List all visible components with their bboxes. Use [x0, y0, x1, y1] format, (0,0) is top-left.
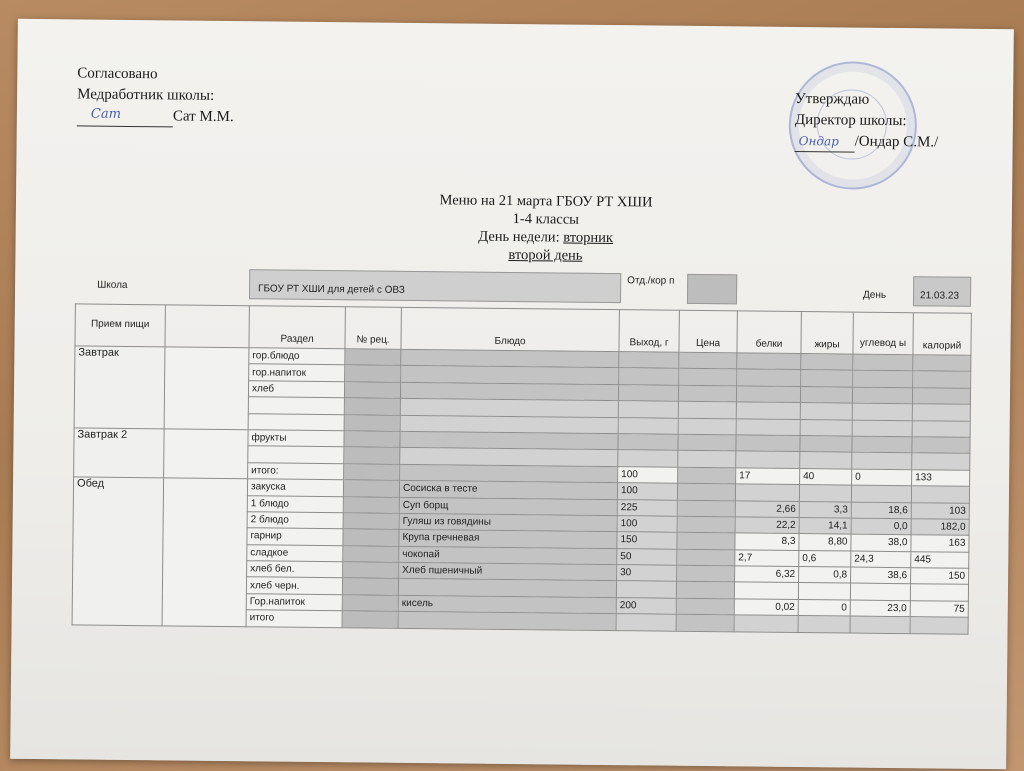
dish-cell: Суп борщ [399, 497, 617, 516]
section-cell: гор.блюдо [249, 348, 345, 365]
calories-cell: 150 [911, 568, 969, 585]
meal-cell: Завтрак [74, 346, 165, 429]
yield-cell: 100 [617, 483, 677, 500]
approval-name: Сат М.М. [172, 108, 234, 126]
section-cell: фрукты [248, 430, 344, 447]
carbs-cell: 38,0 [851, 534, 911, 551]
confirmation-title: Утверждаю [795, 90, 870, 108]
approval-title: Согласовано [77, 65, 158, 83]
fat-cell: 0 [798, 599, 850, 616]
yield-cell: 200 [616, 597, 676, 614]
handwritten-signature: Ондар [798, 133, 839, 149]
section-cell [248, 446, 344, 463]
protein-cell [737, 369, 801, 386]
blank-cell [162, 478, 248, 626]
yield-cell [616, 581, 676, 598]
col-blank [165, 305, 249, 348]
recipe-cell [344, 414, 400, 431]
calories-cell: 103 [911, 502, 969, 519]
carbs-cell [852, 436, 912, 453]
calories-cell: 163 [911, 535, 969, 552]
price-cell [679, 369, 737, 386]
protein-cell: 2,66 [735, 500, 799, 517]
price-cell [677, 533, 735, 550]
carbs-cell [853, 370, 913, 387]
carbs-cell: 18,6 [851, 502, 911, 519]
col-recipe: № рец. [345, 307, 401, 350]
day-label: День [862, 289, 887, 301]
carbs-cell [850, 584, 910, 601]
carbs-cell [850, 616, 910, 633]
price-cell [677, 500, 735, 517]
title-line-1: Меню на 21 марта ГБОУ РТ ХШИ [439, 192, 653, 211]
calories-cell [910, 584, 968, 601]
col-yield: Выход, г [619, 310, 679, 353]
price-cell [679, 352, 737, 369]
approval-role: Медработник школы: [77, 86, 215, 104]
section-cell [248, 413, 344, 430]
yield-cell [619, 368, 679, 385]
recipe-cell [343, 513, 399, 530]
col-meal: Прием пищи [75, 304, 165, 347]
signature-line [795, 135, 855, 153]
carbs-cell: 23,0 [850, 600, 910, 617]
protein-cell: 22,2 [735, 517, 799, 534]
confirmation-name: /Ондар С.М./ [854, 133, 939, 151]
blank-cell [164, 429, 249, 479]
section-cell: итого [246, 610, 342, 627]
price-cell [678, 418, 736, 435]
carbs-cell [851, 485, 911, 502]
price-cell [678, 451, 736, 468]
col-price: Цена [679, 310, 737, 353]
protein-cell [735, 484, 799, 501]
carbs-cell: 0 [852, 469, 912, 486]
recipe-cell [344, 398, 400, 415]
fat-cell: 3,3 [799, 501, 851, 518]
calories-cell [912, 387, 970, 404]
section-cell: Гор.напиток [246, 594, 342, 611]
protein-cell [736, 386, 800, 403]
carbs-cell: 0,0 [851, 518, 911, 535]
weekday-label: День недели: [478, 228, 564, 246]
carbs-cell: 24,3 [851, 551, 911, 568]
yield-cell [618, 434, 678, 451]
yield-cell: 100 [618, 466, 678, 483]
yield-cell: 30 [617, 565, 677, 582]
price-cell [678, 385, 736, 402]
school-label: Школа [97, 279, 128, 291]
protein-cell [737, 353, 801, 370]
dish-cell: Гуляш из говядины [399, 513, 617, 532]
title-line-2: 1-4 классы [512, 210, 580, 228]
calories-cell [912, 420, 970, 437]
col-fat: жиры [801, 312, 853, 355]
dish-cell [398, 612, 616, 631]
yield-cell [618, 417, 678, 434]
protein-cell: 0,02 [734, 599, 798, 616]
price-cell [677, 565, 735, 582]
col-carbs: углевод ы [853, 312, 913, 355]
calories-cell [913, 371, 971, 388]
recipe-cell [345, 365, 401, 382]
carbs-cell [853, 354, 913, 371]
fat-cell [801, 370, 853, 387]
price-cell [678, 434, 736, 451]
recipe-cell [344, 463, 400, 480]
fat-cell: 0,6 [799, 550, 851, 567]
recipe-cell [343, 562, 399, 579]
yield-cell: 50 [617, 548, 677, 565]
price-cell [676, 582, 734, 599]
yield-cell: 225 [617, 499, 677, 516]
menu-sheet [10, 19, 1014, 769]
protein-cell [736, 435, 800, 452]
calories-cell: 75 [910, 601, 968, 618]
dept-label: Отд./кор п [627, 275, 675, 287]
calories-cell [912, 404, 970, 421]
menu-table [72, 303, 972, 634]
yield-cell: 150 [617, 532, 677, 549]
calories-cell [910, 617, 968, 634]
fat-cell: 8,80 [799, 534, 851, 551]
protein-cell: 2,7 [735, 550, 799, 567]
recipe-cell [345, 349, 401, 366]
fat-cell [800, 452, 852, 469]
section-cell: 1 блюдо [247, 495, 343, 512]
recipe-cell [343, 496, 399, 513]
fat-cell [799, 485, 851, 502]
dish-cell: кисель [398, 595, 616, 614]
recipe-cell [342, 611, 398, 628]
price-cell [676, 614, 734, 631]
fat-cell [798, 583, 850, 600]
protein-cell [736, 451, 800, 468]
approval-signature-row [77, 105, 234, 128]
carbs-cell [852, 387, 912, 404]
calories-cell [911, 486, 969, 503]
recipe-cell [343, 480, 399, 497]
yield-cell: 100 [617, 516, 677, 533]
recipe-cell [342, 578, 398, 595]
day-field [913, 276, 971, 307]
protein-cell: 8,3 [735, 533, 799, 550]
protein-cell [734, 615, 798, 632]
yield-cell [619, 352, 679, 369]
fat-cell [800, 419, 852, 436]
yield-cell [618, 450, 678, 467]
document-title [395, 191, 696, 266]
confirmation-signature-row [795, 131, 939, 154]
fat-cell: 14,1 [799, 517, 851, 534]
recipe-cell [344, 431, 400, 448]
section-cell: 2 блюдо [247, 512, 343, 529]
col-protein: белки [737, 311, 801, 354]
yield-cell [616, 614, 676, 631]
approval-block [77, 63, 234, 128]
yield-cell [618, 401, 678, 418]
dish-cell: Хлеб пшеничный [399, 562, 617, 581]
day-value: 21.03.23 [919, 290, 960, 302]
meal-cell: Обед [72, 477, 164, 625]
protein-cell [734, 582, 798, 599]
price-cell [677, 516, 735, 533]
calories-cell [912, 437, 970, 454]
section-cell: сладкое [247, 544, 343, 561]
section-cell [248, 397, 344, 414]
price-cell [678, 401, 736, 418]
handwritten-signature: Сат [90, 106, 122, 122]
section-cell: итого: [248, 462, 344, 479]
recipe-cell [344, 382, 400, 399]
col-section: Раздел [249, 306, 345, 349]
protein-cell: 17 [736, 468, 800, 485]
fat-cell [800, 403, 852, 420]
fat-cell [798, 616, 850, 633]
calories-cell: 182,0 [911, 519, 969, 536]
meal-cell: Завтрак 2 [74, 428, 165, 478]
section-cell: закуска [247, 479, 343, 496]
blank-cell [164, 347, 249, 430]
protein-cell [736, 418, 800, 435]
fat-cell [801, 354, 853, 371]
section-cell: хлеб [248, 381, 344, 398]
title-line-4: второй день [508, 246, 583, 264]
yield-cell [618, 384, 678, 401]
dish-cell: Крупа гречневая [399, 530, 617, 549]
carbs-cell [852, 452, 912, 469]
protein-cell: 6,32 [735, 566, 799, 583]
recipe-cell [344, 447, 400, 464]
recipe-cell [343, 545, 399, 562]
calories-cell: 133 [912, 469, 970, 486]
confirmation-role: Директор школы: [794, 111, 907, 130]
section-cell: гарнир [247, 528, 343, 545]
price-cell [676, 598, 734, 615]
calories-cell [912, 453, 970, 470]
carbs-cell [852, 420, 912, 437]
section-cell: хлеб черн. [246, 577, 342, 594]
carbs-cell [852, 403, 912, 420]
dish-cell: чокопай [399, 546, 617, 565]
weekday-value: вторник [563, 229, 614, 247]
price-cell [677, 483, 735, 500]
calories-cell [913, 355, 971, 372]
price-cell [678, 467, 736, 484]
signature-line [77, 106, 173, 127]
school-value: ГБОУ РТ ХШИ для детей с ОВЗ [258, 283, 405, 296]
carbs-cell: 38,6 [851, 567, 911, 584]
fat-cell: 0,8 [799, 567, 851, 584]
col-calories: калорий [913, 313, 971, 356]
recipe-cell [342, 595, 398, 612]
dept-field [687, 274, 737, 305]
section-cell: гор.напиток [249, 364, 345, 381]
confirmation-block [795, 89, 939, 154]
dish-cell: Сосиска в тесте [399, 480, 617, 499]
col-dish: Блюдо [401, 307, 619, 351]
calories-cell: 445 [911, 551, 969, 568]
fat-cell: 40 [800, 468, 852, 485]
protein-cell [736, 402, 800, 419]
fat-cell [800, 435, 852, 452]
price-cell [677, 549, 735, 566]
recipe-cell [343, 529, 399, 546]
fat-cell [800, 386, 852, 403]
school-field [249, 269, 621, 303]
section-cell: хлеб бел. [247, 561, 343, 578]
school-info-row [75, 267, 971, 306]
